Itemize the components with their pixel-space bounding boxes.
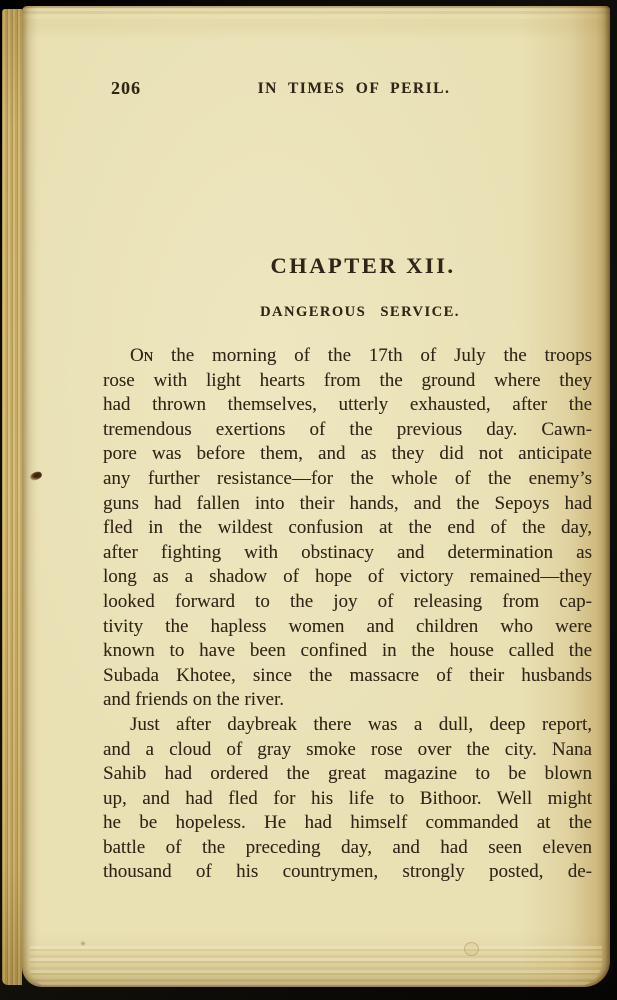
text-line: known to have been confined in the house called the: [103, 640, 592, 662]
text-line: fled in the wildest confusion at the end of the day,: [103, 517, 592, 539]
chapter-subheading: DANGEROUS SERVICE.: [260, 304, 460, 320]
text-line: tremendous exertions of the previous day. Cawn-: [103, 418, 592, 440]
text-line: and friends on the river.: [103, 689, 284, 711]
text-line: Oɴ the morning of the 17th of July the troops: [130, 345, 592, 366]
text-line: guns had fallen into their hands, and the Sepoys had: [103, 492, 592, 514]
text-line: he be hopeless. He had himself commanded at the: [103, 812, 592, 834]
text-line: looked forward to the joy of releasing from cap-: [103, 590, 592, 612]
text-line: had thrown themselves, utterly exhausted, after the: [103, 394, 592, 416]
text-line: and a cloud of gray smoke rose over the city. Nana: [103, 738, 592, 760]
text-line: tivity the hapless women and children who were: [103, 615, 592, 637]
text-line: Subada Khotee, since the massacre of their husbands: [103, 664, 592, 686]
running-head: IN TIMES OF PERIL.: [257, 80, 451, 97]
text-line: Sahib had ordered the great magazine to be blown: [103, 763, 592, 785]
page-stack-left-edge: [2, 9, 22, 985]
text-line: up, and had fled for his life to Bithoor. Well might: [103, 787, 592, 809]
text-line: after fighting with obstinacy and determination as: [103, 541, 592, 563]
text-line: thousand of his countrymen, strongly posted, de-: [103, 861, 592, 883]
paper-blemish: [464, 942, 479, 956]
text-line: Just after daybreak there was a dull, deep report,: [130, 713, 592, 735]
body-text: [103, 344, 592, 885]
text-line: rose with light hearts from the ground where they: [103, 369, 592, 391]
chapter-heading: CHAPTER XII.: [270, 253, 456, 278]
text-line: pore was before them, and as they did not anticipate: [103, 443, 592, 465]
text-line: long as a shadow of hope of victory remained—they: [103, 566, 592, 588]
text-line: any further resistance—for the whole of the enemy’s: [103, 467, 592, 489]
text-line: battle of the preceding day, and had seen eleven: [103, 836, 592, 858]
paper-speck: [80, 941, 86, 946]
page-number: 206: [111, 78, 141, 98]
page-bottom-edge: [30, 946, 602, 986]
